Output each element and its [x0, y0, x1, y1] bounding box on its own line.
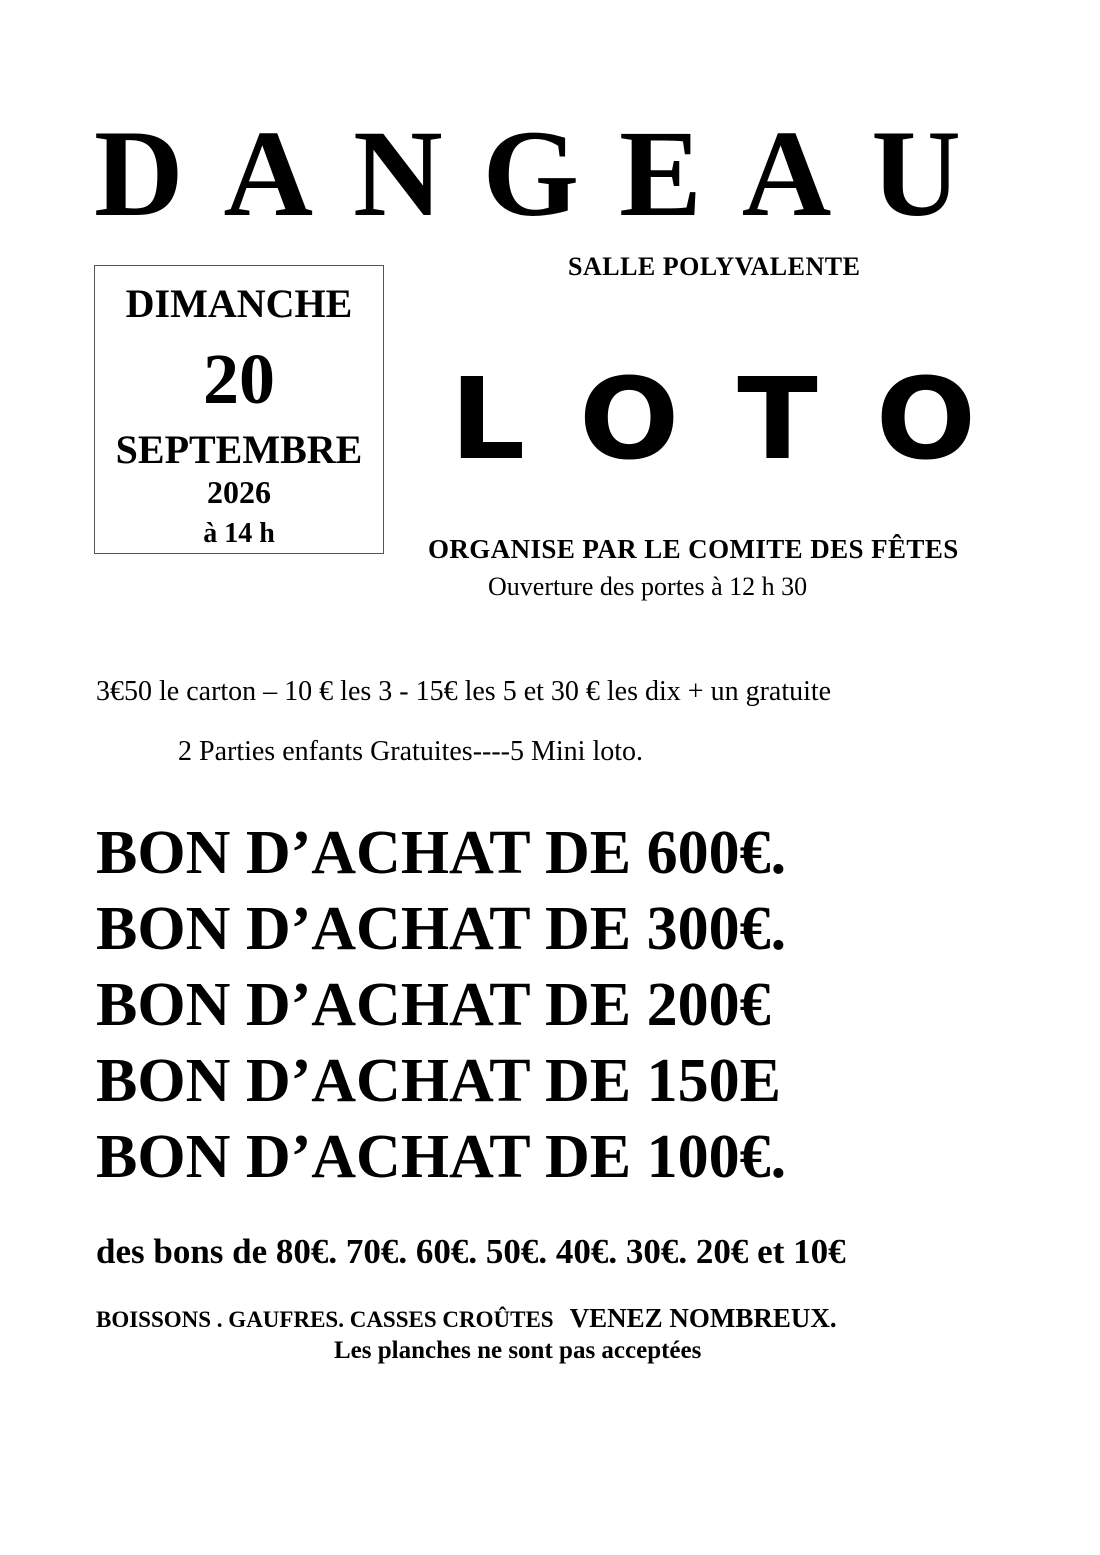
prize-line: BON D’ACHAT DE 150E — [96, 1047, 781, 1115]
extra-games: 2 Parties enfants Gratuites----5 Mini loto. — [178, 736, 644, 767]
date-box — [94, 265, 384, 554]
town-name: DANGEAU — [94, 105, 1001, 242]
month: SEPTEMBRE — [115, 427, 363, 472]
smaller-prizes: des bons de 80€. 70€. 60€. 50€. 40€. 30€. 20€ et 10€ — [96, 1232, 846, 1271]
refreshments: BOISSONS . GAUFRES. CASSES CROÛTES — [96, 1307, 554, 1332]
prize-line: BON D’ACHAT DE 300€. — [96, 895, 787, 963]
prize-line: BON D’ACHAT DE 100€. — [96, 1123, 787, 1191]
year: 2026 — [207, 474, 271, 510]
footer-line — [96, 1303, 837, 1334]
day-number: 20 — [203, 339, 275, 419]
day-of-week: DIMANCHE — [125, 281, 353, 326]
start-time: à 14 h — [203, 518, 275, 549]
invite: VENEZ NOMBREUX. — [569, 1303, 837, 1333]
card-prices: 3€50 le carton – 10 € les 3 - 15€ les 5 et 30 € les dix + un gratuite — [96, 676, 832, 707]
organizer: ORGANISE PAR LE COMITE DES FÊTES — [428, 534, 959, 564]
prize-line: BON D’ACHAT DE 600€. — [96, 819, 787, 887]
venue-name: SALLE POLYVALENTE — [568, 252, 861, 281]
event-title: LOTO — [450, 353, 1035, 485]
doors-open: Ouverture des portes à 12 h 30 — [488, 572, 808, 601]
prize-line: BON D’ACHAT DE 200€ — [96, 971, 771, 1039]
planches-note: Les planches ne sont pas acceptées — [334, 1337, 702, 1364]
